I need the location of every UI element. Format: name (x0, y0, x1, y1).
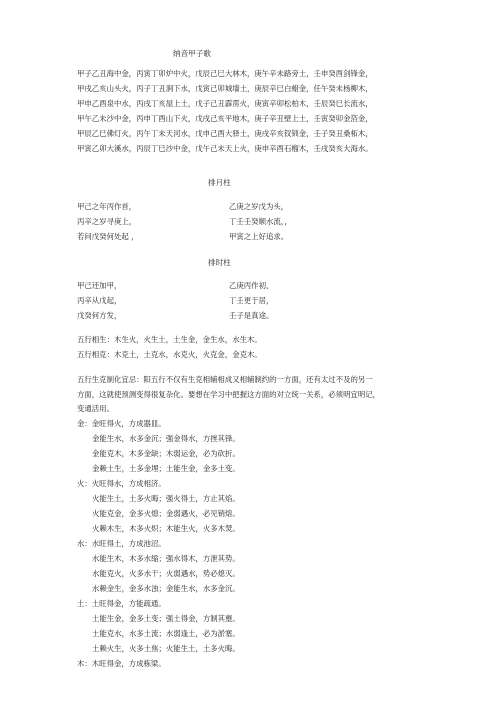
month-rule-left: 甲己之年丙作首， (77, 202, 137, 211)
hour-rule-left: 戊癸何方发， (77, 311, 122, 320)
song-line: 甲子乙丑海中金，丙寅丁卯炉中火，戊辰己巳大林木，庚午辛未路旁土，壬申癸酉剑锋金， (77, 69, 373, 78)
hour-pillar-title: 排时柱 (208, 258, 231, 267)
hour-rule-right: 壬子是真途。 (229, 311, 274, 320)
five-elements-restraint: 五行相克：木克土，土克水，水克火，火克金，金克木。 (77, 350, 262, 359)
element-heading-metal: 金：金旺得火，方成器皿。 (77, 419, 166, 428)
element-rule: 火能生土，土多火晦；强火得土，方止其焰。 (92, 494, 240, 503)
month-rule-right: 乙庚之岁戊为头， (229, 202, 289, 211)
five-elements-generation: 五行相生：木生火，火生土，土生金，金生水，水生木。 (77, 335, 262, 344)
song-line: 甲辰乙巳佛灯火，丙午丁未天河水，戊申己酉大驿土，庚戌辛亥钗钏金，壬子癸丑桑柘木， (77, 129, 373, 138)
hour-rule-left: 丙辛从戊起， (77, 296, 122, 305)
song-line: 甲戌乙亥山头火，丙子丁丑涧下水，戊寅己卯城墙土，庚辰辛巳白蜡金，任午癸未杨柳木， (77, 84, 373, 93)
song-line: 甲寅乙卯大溪水，丙辰丁巳沙中金，戊午己未天上火，庚申辛酉石榴木，壬戌癸亥大海水。 (77, 144, 373, 153)
element-rule: 水能生木，木多水缩；强水得木，方泄其势。 (92, 554, 240, 563)
element-rule: 土能生金，金多土变；强土得金，方制其壅。 (92, 614, 240, 623)
month-pillar-title: 排月柱 (208, 178, 231, 187)
intro-line: 五行生克制化宜忌：阳五行不仅有生克相辅相成又相辅制约的一方面，还有太过不及的另一 (77, 375, 373, 384)
intro-line: 变通活用。 (77, 404, 114, 413)
element-rule: 火赖木生，木多火炽；木能生火，火多木焚。 (92, 524, 240, 533)
element-heading-water: 水：水旺得土，方成池沼。 (77, 539, 166, 548)
element-heading-fire: 火：火旺得水，方成相济。 (77, 479, 166, 488)
hour-rule-right: 乙庚丙作初， (229, 281, 274, 290)
month-rule-left: 丙辛之岁寻庚上， (77, 217, 137, 226)
element-rule: 水能克火，火多水干；火弱遇水，势必熄灭。 (92, 569, 240, 578)
month-rule-right: 丁壬壬癸顺水流，， (229, 217, 292, 226)
song-line: 甲午乙未沙中金，丙申丁酉山下火，戊戌己亥平地木，庚子辛丑壁上土，壬寅癸卯金箔金， (77, 114, 373, 123)
month-rule-right: 甲寅之上好追求。 (229, 232, 289, 241)
element-rule: 金赖土生，土多金埋；土能生金，金多土变。 (92, 464, 240, 473)
hour-rule-left: 甲己还加甲， (77, 281, 122, 290)
song-title: 纳音甲子歌 (173, 49, 211, 58)
song-line: 甲申乙酉泉中水，丙戌丁亥屋上土，戊子己丑霹雳火，庚寅辛卯松柏木，壬辰癸巳长流水， (77, 99, 373, 108)
intro-line: 方面，这就使预测变得很复杂化。要想在学习中把握这方面的对立统一关系，必须明宜明记， (77, 390, 381, 399)
element-rule: 土赖火生，火多土焦；火能生土，土多火晦。 (92, 644, 240, 653)
element-rule: 金能克木，木多金缺；木弱运金，必为砍折。 (92, 449, 240, 458)
element-rule: 土能克水，水多土流；水弱逢土，必为淤塞。 (92, 629, 240, 638)
element-rule: 金能生水，水多金沉；强金得水，方挫其锋。 (92, 434, 240, 443)
element-rule: 水赖金生，金多水浊；金能生水，水多金沉。 (92, 584, 240, 593)
element-rule: 火能克金，金多火熄；金弱遇火，必见销熔。 (92, 509, 240, 518)
month-rule-left: 若问戊癸何处起 ， (77, 232, 139, 241)
hour-rule-right: 丁壬更于居， (229, 296, 274, 305)
element-heading-earth: 土：土旺得金，方能疏通。 (77, 599, 166, 608)
element-heading-wood: 木：木旺得金，方成栋梁。 (77, 659, 166, 668)
